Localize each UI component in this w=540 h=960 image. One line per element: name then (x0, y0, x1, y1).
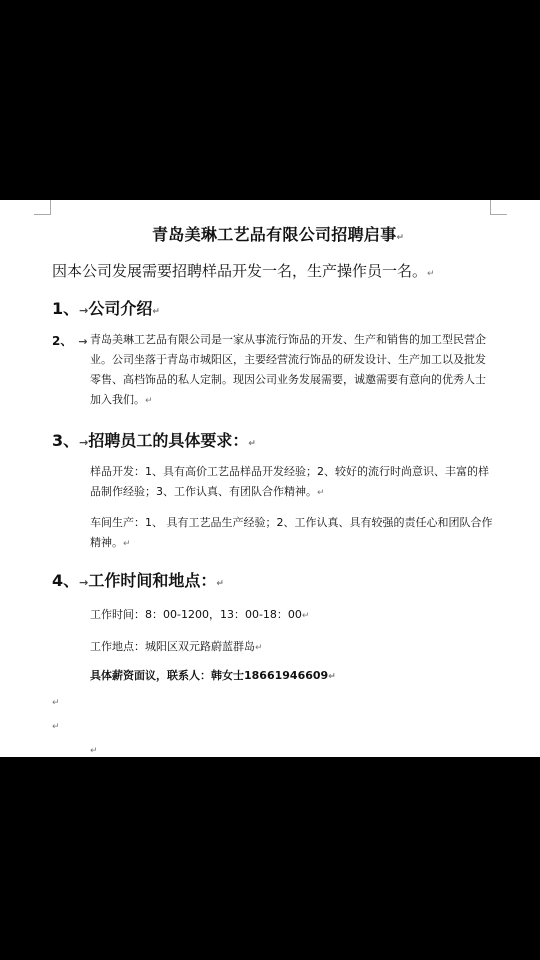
paragraph-mark: ↵ (328, 672, 336, 682)
section-number: 3、 (52, 431, 80, 450)
section-1-heading (52, 296, 160, 319)
work-location-text: 工作地点：城阳区双元路蔚蓝群岛 (90, 640, 255, 653)
company-intro-text: 青岛美琳工艺品有限公司是一家从事流行饰品的开发、生产和销售的加工型民营企业。公司坐落于青岛市城阳区，主要经营流行饰品的研发设计、生产加工以及批发零售、高档饰品的私人定制。现因公司业务发展需要，诚邀需要有意向的优秀人士加入我们。 (90, 333, 486, 406)
work-location-line (90, 638, 263, 654)
paragraph-mark: ↵ (427, 269, 435, 279)
document-title (152, 222, 404, 245)
empty-paragraph-mark: ↵ (52, 698, 60, 708)
tab-mark: → (79, 304, 89, 317)
tab-mark: → (78, 335, 88, 348)
intro-text: 因本公司发展需要招聘样品开发一名，生产操作员一名。 (52, 262, 428, 280)
workshop-text: 车间生产：1、 具有工艺品生产经验；2、工作认真、具有较强的责任心和团队合作精神。 (90, 516, 493, 549)
paragraph-mark: ↵ (317, 488, 325, 498)
page-corner-mark (34, 200, 51, 215)
tab-mark: → (79, 436, 89, 449)
heading-text: 招聘员工的具体要求： (88, 431, 249, 450)
tab-mark: → (79, 576, 89, 589)
paragraph-mark: ↵ (152, 307, 160, 317)
paragraph-mark: ↵ (301, 611, 310, 621)
section-3-heading (52, 428, 256, 451)
work-time-line (90, 606, 309, 622)
contact-text: 具体薪资面议，联系人：韩女士18661946609 (90, 669, 329, 682)
paragraph-mark: ↵ (255, 643, 263, 653)
intro-paragraph (52, 260, 435, 281)
paragraph-mark: ↵ (123, 539, 131, 549)
section-number: 2、 (52, 334, 73, 348)
paragraph-mark: ↵ (216, 579, 224, 589)
title-text: 青岛美琳工艺品有限公司招聘启事 (152, 225, 397, 244)
paragraph-mark: ↵ (145, 396, 153, 406)
empty-paragraph-mark: ↵ (52, 722, 60, 732)
workshop-requirements (90, 513, 495, 554)
page-corner-mark (490, 200, 507, 215)
sample-dev-requirements (90, 462, 495, 503)
section-4-heading (52, 568, 224, 591)
section-number: 1、 (52, 299, 80, 318)
work-time-text: 工作时间：8：00-1200，13：00-18：00 (90, 608, 302, 621)
empty-paragraph-mark: ↵ (90, 746, 98, 756)
heading-text: 工作时间和地点： (88, 571, 217, 590)
section-2-number (52, 332, 88, 349)
document-page (0, 200, 540, 757)
paragraph-mark: ↵ (396, 233, 405, 243)
heading-text: 公司介绍 (88, 299, 153, 318)
section-number: 4、 (52, 571, 80, 590)
paragraph-mark: ↵ (248, 439, 256, 449)
contact-line (90, 667, 336, 683)
sample-dev-text: 样品开发：1、具有高价工艺品样品开发经验；2、较好的流行时尚意识、丰富的样品制作经验；3、工作认真、有团队合作精神。 (90, 465, 489, 498)
company-intro-paragraph (90, 330, 495, 411)
